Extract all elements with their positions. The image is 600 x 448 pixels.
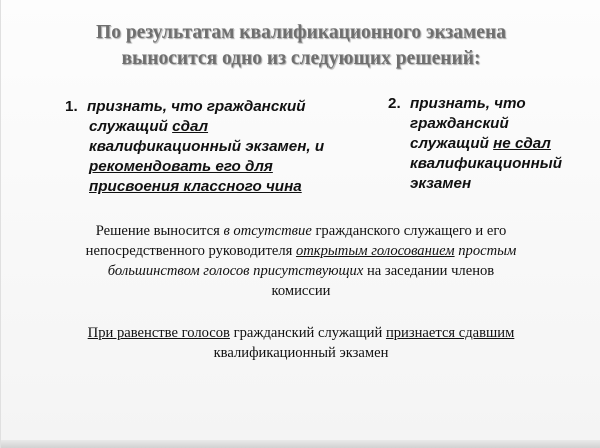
option-1-line-5: присвоения классного чина <box>89 178 302 195</box>
tie-vote-paragraph <box>41 323 561 363</box>
paragraph-1-line-2: непосредственного руководителя открытым голосованием простым <box>85 243 517 259</box>
option-1-passed <box>65 97 324 197</box>
paragraph-2-line-1: При равенстве голосов гражданский служащий признается сдавшим <box>87 325 515 341</box>
option-1-number: 1. <box>65 98 78 115</box>
paragraph-1-line-1: Решение выносится в отсутствие гражданского служащего и его <box>95 223 507 239</box>
option-2-line-5: экзамен <box>410 175 472 192</box>
passed-underlined: сдал <box>172 118 209 135</box>
slide-title <box>41 20 561 72</box>
option-2-number: 2. <box>388 95 401 112</box>
paragraph-1-line-4: комиссии <box>271 283 331 299</box>
title-line-2: выносится одно из следующих решений: <box>121 48 481 69</box>
option-1-line-4: рекомендовать его для <box>89 158 273 175</box>
title-line-1: По результатам квалификационного экзамена <box>96 22 506 43</box>
paragraph-1-line-3: большинством голосов присутствующих на заседании членов <box>107 263 495 279</box>
option-1-line-1: 1. признать, что гражданский <box>65 98 306 115</box>
option-2-line-2: гражданский <box>410 115 509 132</box>
open-vote-underlined: открытым голосованием <box>295 243 455 259</box>
option-2-line-1: 2. признать, что <box>388 95 526 112</box>
tie-vote-underlined: При равенстве голосов <box>87 325 230 341</box>
paragraph-2-line-2: квалификационный экзамен <box>213 345 389 361</box>
deemed-passed-underlined: признается сдавшим <box>385 325 515 341</box>
option-1-line-3: квалификационный экзамен, и <box>89 138 325 155</box>
in-absence-italic: в отсутствие <box>223 223 312 239</box>
option-2-line-3: служащий не сдал <box>410 135 551 152</box>
option-1-line-2: служащий сдал <box>89 118 209 135</box>
option-2-line-4: квалификационный <box>410 155 563 172</box>
failed-underlined: не сдал <box>493 135 551 152</box>
option-2-failed <box>388 94 562 194</box>
decision-procedure-paragraph <box>41 221 561 301</box>
